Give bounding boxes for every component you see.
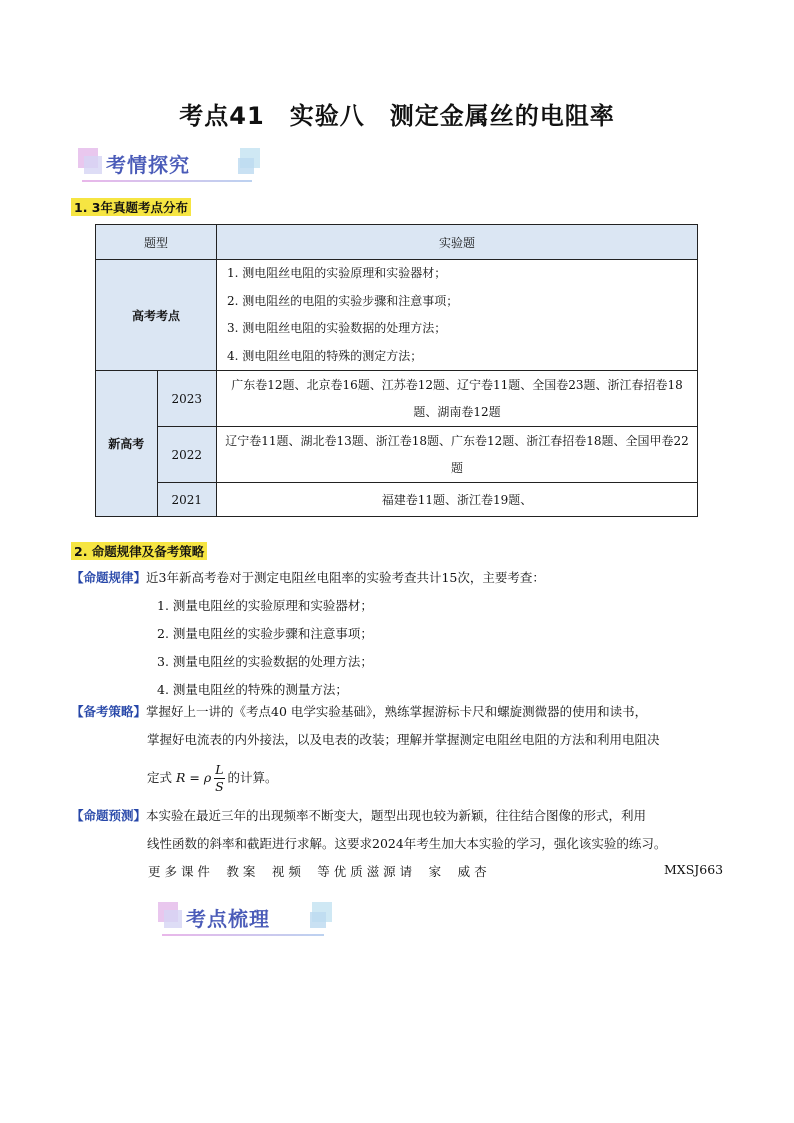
gaokao-label: 高考考点 bbox=[96, 260, 217, 371]
prediction-text-2: 线性函数的斜率和截距进行求解。这要求2024年考生加大本实验的学习，强化该实验的练习。 bbox=[147, 836, 667, 851]
formula-fraction bbox=[214, 762, 224, 795]
banner-decoration bbox=[310, 912, 326, 928]
banner-kaodian bbox=[158, 902, 332, 938]
list-item: 3. 测电阻丝电阻的实验数据的处理方法； bbox=[227, 321, 447, 335]
rule-tag: 【命题规律】 bbox=[71, 570, 147, 585]
year-papers: 辽宁卷11题、湖北卷13题、浙江卷18题、广东卷12题、浙江春招卷18题、全国甲卷22题 bbox=[217, 427, 698, 483]
strategy-formula-line bbox=[71, 758, 741, 798]
list-item: 2. 测量电阻丝的实验步骤和注意事项； bbox=[157, 626, 373, 641]
prediction-paragraph bbox=[71, 802, 741, 858]
table-header-row bbox=[96, 225, 698, 260]
exam-distribution-table bbox=[95, 224, 698, 517]
banner-underline bbox=[82, 180, 252, 182]
year-cell: 2022 bbox=[157, 427, 217, 483]
table-row-gaokao bbox=[96, 260, 698, 371]
formula-denominator: S bbox=[215, 779, 224, 794]
section-heading-strategy: 2. 命题规律及备考策略 bbox=[71, 542, 207, 560]
strategy-line bbox=[71, 726, 741, 754]
section-heading-distribution: 1. 3年真题考点分布 bbox=[71, 198, 191, 216]
formula-lhs: R = ρ bbox=[176, 770, 212, 785]
banner-decoration bbox=[164, 910, 182, 928]
list-item: 2. 测电阻丝的电阻的实验步骤和注意事项； bbox=[227, 293, 459, 308]
formula-prefix: 定式 bbox=[147, 770, 173, 785]
page-title: 考点41 实验八 测定金属丝的电阻率 bbox=[179, 102, 615, 130]
strategy-paragraph bbox=[71, 698, 741, 798]
list-item: 4. 测电阻丝电阻的特殊的测定方法； bbox=[227, 348, 423, 363]
prediction-tag: 【命题预测】 bbox=[71, 808, 147, 823]
year-papers: 福建卷11题、浙江卷19题、 bbox=[217, 483, 698, 517]
header-cell-type: 题型 bbox=[96, 225, 217, 260]
ad-code: MXSJ663 bbox=[664, 862, 724, 877]
year-cell: 2021 bbox=[157, 483, 217, 517]
rule-intro: 近3年新高考卷对于测定电阻丝电阻率的实验考查共计15次，主要考查： bbox=[146, 570, 545, 585]
banner-decoration bbox=[84, 156, 102, 174]
prediction-line bbox=[71, 802, 741, 830]
strategy-text-2: 掌握好电流表的内外接法，以及电表的改装；理解并掌握测定电阻丝电阻的方法和利用电阻决 bbox=[147, 732, 660, 747]
year-papers: 广东卷12题、北京卷16题、江苏卷12题、辽宁卷11题、全国卷23题、浙江春招卷18题、湖南卷12题 bbox=[217, 371, 698, 427]
rule-list bbox=[71, 592, 731, 704]
banner-label: 考点梳理 bbox=[186, 907, 270, 931]
banner-decoration bbox=[238, 158, 254, 174]
table-row bbox=[96, 371, 698, 427]
banner-underline bbox=[162, 934, 324, 936]
formula-suffix: 的计算。 bbox=[227, 770, 278, 785]
list-item: 1. 测电阻丝电阻的实验原理和实验器材； bbox=[227, 266, 447, 280]
ad-text-left: 更 多 课 件 教 案 视 频 等 优 质 滋 源 请 家 威 杏 bbox=[148, 864, 487, 879]
formula-numerator: L bbox=[215, 762, 224, 777]
list-item: 3. 测量电阻丝的实验数据的处理方法； bbox=[157, 654, 373, 669]
banner-label: 考情探究 bbox=[106, 153, 190, 177]
rule-intro-line bbox=[71, 564, 731, 592]
prediction-line bbox=[71, 830, 741, 858]
banner-kaoqing bbox=[78, 148, 260, 184]
strategy-tag: 【备考策略】 bbox=[71, 704, 147, 719]
prediction-text-1: 本实验在最近三年的出现频率不断变大，题型出现也较为新颖，往往结合图像的形式，利用 bbox=[146, 808, 647, 823]
strategy-text-1: 掌握好上一讲的《考点40 电学实验基础》，熟练掌握游标卡尺和螺旋测微器的使用和读书， bbox=[146, 704, 648, 719]
header-cell-experiment: 实验题 bbox=[217, 225, 698, 260]
gaokao-items bbox=[217, 260, 698, 371]
strategy-line bbox=[71, 698, 741, 726]
list-item: 4. 测量电阻丝的特殊的测量方法； bbox=[157, 682, 348, 697]
table-row bbox=[96, 427, 698, 483]
rule-paragraph bbox=[71, 564, 731, 704]
year-cell: 2023 bbox=[157, 371, 217, 427]
list-item: 1. 测量电阻丝的实验原理和实验器材； bbox=[157, 598, 373, 613]
table-row bbox=[96, 483, 698, 517]
xingaokao-label: 新高考 bbox=[96, 371, 158, 517]
